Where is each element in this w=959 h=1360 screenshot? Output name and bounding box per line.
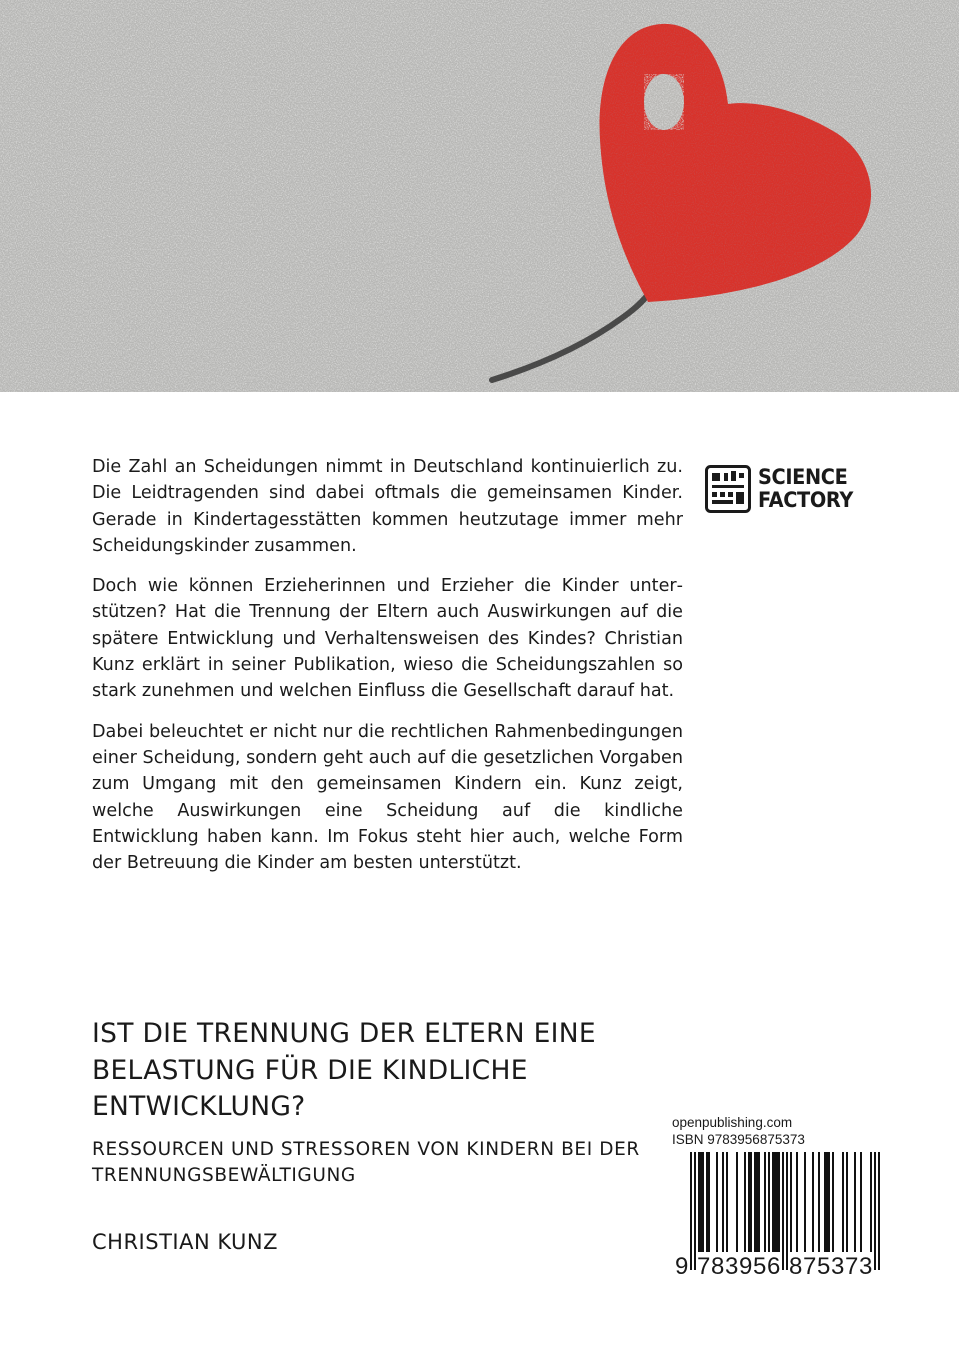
barcode-bar (796, 1152, 798, 1256)
barcode-bar (736, 1152, 738, 1256)
barcode-bar (754, 1152, 756, 1256)
barcode-bar (768, 1152, 770, 1256)
barcode-bar (758, 1152, 760, 1256)
barcode-digit: 6 (767, 1253, 781, 1280)
back-cover-blurb (92, 454, 683, 890)
barcode-digit: 9 (739, 1253, 753, 1280)
barcode-bar (722, 1152, 724, 1256)
barcode-bar (744, 1152, 746, 1256)
blurb-paragraph: Doch wie können Erzieherinnen und Erzieher die Kinder unterstützen? Hat die Trennung der Eltern auch Auswirkungen auf die spätere Entwicklung und Verhaltensweisen des Kindes? Christian Kunz erklärt in seiner Publikation, wieso die Scheidungszahlen so stark zunehmen und welchen Einfluss die Gesellschaft darauf hat. (92, 576, 683, 702)
isbn-label: ISBN 9783956875373 (672, 1132, 805, 1147)
barcode-digit: 5 (753, 1253, 767, 1280)
barcode-digit: 9 (675, 1253, 689, 1280)
barcode-digits (672, 1252, 898, 1282)
barcode-bar (826, 1152, 828, 1256)
barcode-bar (748, 1152, 750, 1256)
barcode-bar (750, 1152, 752, 1256)
blurb-paragraph: Dabei beleuchtet er nicht nur die rechtlichen Rahmenbedingungen einer Scheidung, sondern geht auch auf die gesetzlichen Vorgaben zum Umgang mit den gemeinsamen Kindern ein. Kunz zeigt, welche Auswirkungen eine Scheidung auf die kindliche Entwicklung haben kann. Im Fokus steht hier auch, welche Form der Betreuung die Kinder am besten unterstützt. (92, 721, 683, 874)
barcode-digit: 3 (859, 1253, 873, 1280)
barcode-bar (854, 1152, 856, 1256)
publisher-name: SCIENCE FACTORY (758, 465, 853, 512)
barcode-bar (764, 1152, 766, 1256)
barcode-bar (756, 1152, 758, 1256)
barcode-bar (860, 1152, 862, 1256)
book-subtitle: RESSOURCEN UND STRESSOREN VON KINDERN BEI DER TRENNUNGSBEWÄLTIGUNG (92, 1139, 640, 1186)
blurb-paragraph: Die Zahl an Scheidungen nimmt in Deutschland kontinuierlich zu. Die Leidtragenden sind dabei oftmals die gemeinsamen Kinder. Gerade in Kindertagesstätten kommen heutzutage immer mehr Scheidungskinder zusammen. (92, 457, 683, 556)
barcode-bar (842, 1152, 844, 1256)
barcode-bar (804, 1152, 806, 1256)
barcode-digit: 7 (845, 1253, 859, 1280)
barcode-bar (726, 1152, 728, 1256)
science-factory-logo-icon (705, 465, 751, 513)
barcode-digit: 7 (697, 1253, 711, 1280)
barcode-bar (818, 1152, 820, 1256)
barcode-bar (702, 1152, 704, 1256)
book-title: IST DIE TRENNUNG DER ELTERN EINE BELASTUNG FÜR DIE KINDLICHE ENTWICKLUNG? (92, 1018, 596, 1122)
gravel-heart-photo (0, 0, 959, 392)
barcode-bar (846, 1152, 848, 1256)
barcode-bar (774, 1152, 776, 1256)
barcode-bar (828, 1152, 830, 1256)
barcode-bar (776, 1152, 778, 1256)
cover-photo (0, 0, 959, 392)
barcode-bar (708, 1152, 710, 1256)
barcode-digit: 7 (803, 1253, 817, 1280)
publisher-website: openpublishing.com (672, 1115, 793, 1130)
isbn-block (672, 1114, 898, 1288)
barcode-bar (870, 1152, 872, 1256)
barcode-bar (716, 1152, 718, 1256)
barcode-digit: 3 (831, 1253, 845, 1280)
barcode-bar (706, 1152, 708, 1256)
barcode-digit: 5 (817, 1253, 831, 1280)
barcode (672, 1152, 898, 1288)
barcode-bar (812, 1152, 814, 1256)
author-name: CHRISTIAN KUNZ (92, 1230, 279, 1254)
publisher-logo (705, 462, 865, 516)
barcode-bar (824, 1152, 826, 1256)
barcode-bar (790, 1152, 792, 1256)
barcode-bar (700, 1152, 702, 1256)
barcode-digit: 3 (725, 1253, 739, 1280)
barcode-bar (772, 1152, 774, 1256)
barcode-bar (778, 1152, 780, 1256)
barcode-digit: 8 (711, 1253, 725, 1280)
barcode-digit: 8 (789, 1253, 803, 1280)
barcode-bar (698, 1152, 700, 1256)
barcode-bar (832, 1152, 834, 1256)
